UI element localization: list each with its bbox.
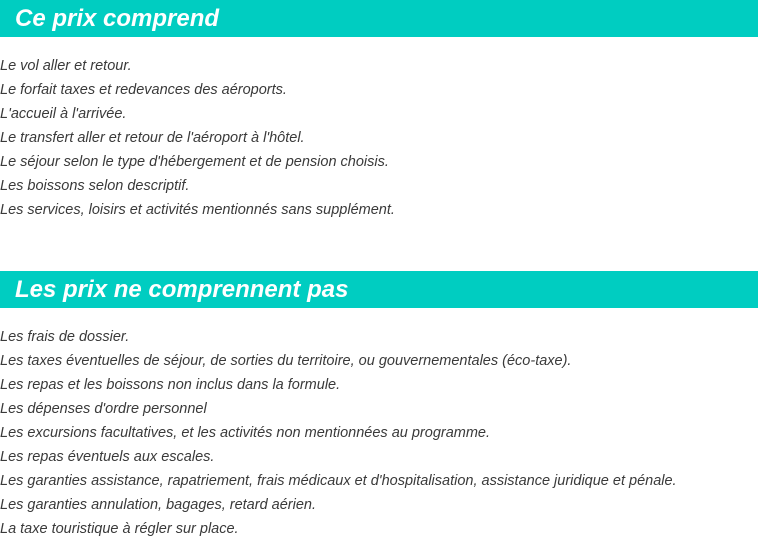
list-item: L'accueil à l'arrivée. [0,106,127,122]
list-item: Les garanties annulation, bagages, retard aérien. [0,497,316,513]
list-item: Le forfait taxes et redevances des aéroports. [0,82,287,98]
list-item: Le transfert aller et retour de l'aéroport à l'hôtel. [0,130,305,146]
list-item: Les frais de dossier. [0,329,130,345]
included-title: Ce prix comprend [0,0,758,37]
excluded-section [0,271,758,541]
list-item: Les repas et les boissons non inclus dans la formule. [0,377,341,393]
list-item: Les services, loisirs et activités mentionnés sans supplément. [0,202,395,218]
list-item: Les garanties assistance, rapatriement, frais médicaux et d'hospitalisation, assistance juridique et pénale. [0,473,677,489]
list-item: Le séjour selon le type d'hébergement et de pension choisis. [0,154,389,170]
included-section [0,0,758,222]
list-item: Le vol aller et retour. [0,58,132,74]
list-item: La taxe touristique à régler sur place. [0,521,239,537]
list-item: Les boissons selon descriptif. [0,178,190,194]
list-item: Les taxes éventuelles de séjour, de sorties du territoire, ou gouvernementales (éco-taxe). [0,353,572,369]
included-list [0,37,758,222]
excluded-list [0,308,758,541]
list-item: Les dépenses d'ordre personnel [0,401,207,417]
list-item: Les excursions facultatives, et les activités non mentionnées au programme. [0,425,491,441]
excluded-title: Les prix ne comprennent pas [0,271,758,308]
list-item: Les repas éventuels aux escales. [0,449,215,465]
